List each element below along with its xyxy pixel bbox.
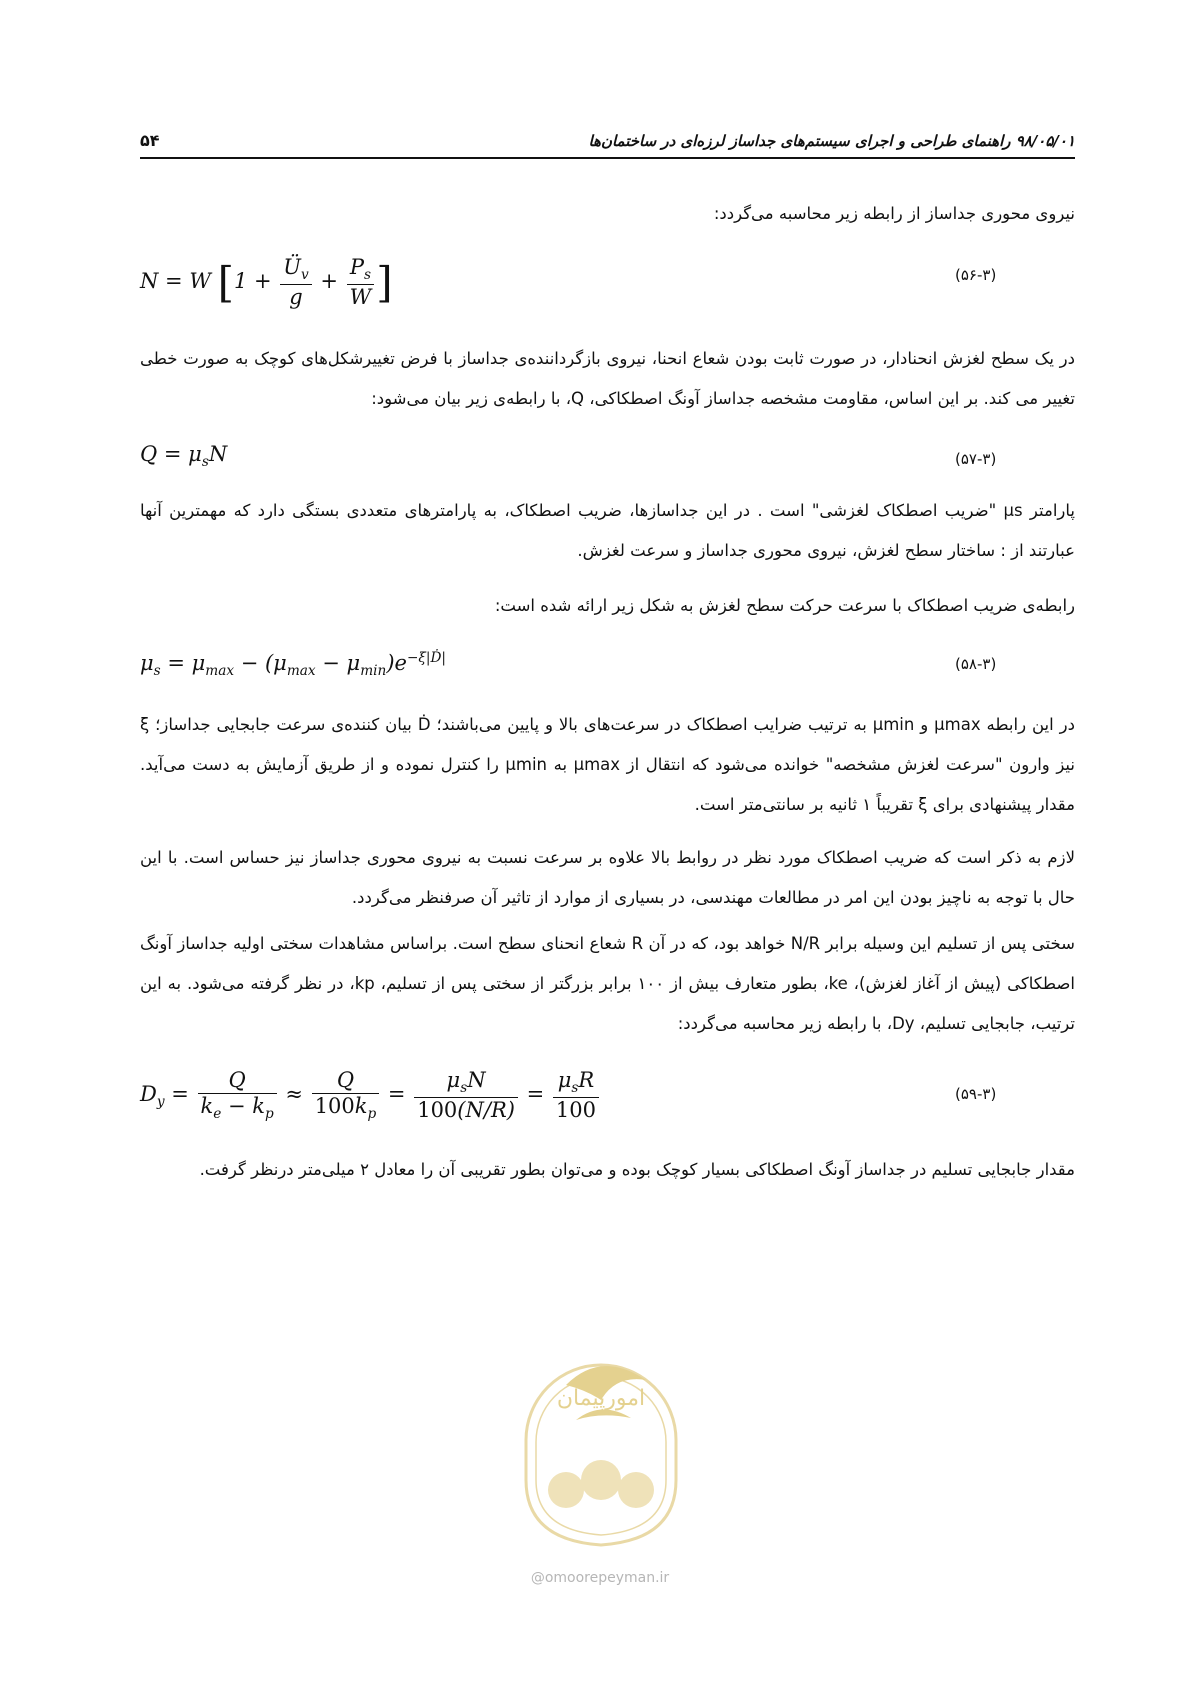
equation-56: N = W [1 + $\frac{Ü_v}{g}$ + $\frac{P_s}{W}$ ] [140, 255, 393, 309]
paragraph: مقدار جابجایی تسلیم در جداساز آونگ اصطکاکی بسیار کوچک بوده و می‌توان بطور تقریبی آن را معادل ۲ میلی‌متر درنظر گرفت. [199, 1160, 1075, 1179]
watermark-site: @omoorepeyman.ir [530, 1570, 670, 1586]
paragraph: نیروی محوری جداساز از رابطه زیر محاسبه می‌گردد: [713, 204, 1075, 223]
page-number: ۵۴ [140, 131, 160, 150]
paragraph: در یک سطح لغزش انحنادار، در صورت ثابت بودن شعاع انحنا، نیروی بازگرداننده‌ی جداساز با فرض تغییرشکل‌های کوچک به صورت خطی تغییر می کند. بر این اساس، مقاومت مشخصه جداساز آونگ اصطکاکی، Q، با رابطه‌ی زیر بیان می‌شود: [140, 349, 1075, 408]
equation-59: $D_y$ = $\frac{Q}{k_e - k_p}$ ≈ $\frac{Q}{100k_p}$ = $\frac{\mu_sN}{100(N/R)}$ = $\frac{\mu_sR}{100}$ [140, 1068, 601, 1123]
equation-number: (۵۷-۳) [955, 450, 997, 468]
equation-number: (۵۸-۳) [955, 655, 997, 673]
equation-number: (۵۹-۳) [955, 1085, 997, 1103]
paragraph: سختی پس از تسلیم این وسیله برابر N/R خواهد بود، که در آن R شعاع انحنای سطح است. براساس مشاهدات سختی اولیه جداساز آونگ اصطکاکی (پیش از آغاز لغزش)، ke، بطور متعارف بیش از ۱۰۰ برابر بزرگتر از سختی پس از تسلیم، kp، در نظر گرفته می‌شود. به این ترتیب، جابجایی تسلیم، Dy، با رابطه زیر محاسبه می‌گردد: [140, 934, 1075, 1033]
paragraph: پارامتر μs "ضریب اصطکاک لغزشی" است . در این جداسازها، ضریب اصطکاک، به پارامترهای متعددی بستگی دارد که مهمترین آنها عبارتند از : ساختار سطح لغزش، نیروی محوری جداساز و سرعت لغزش. [140, 501, 1075, 560]
watermark-logo [506, 1330, 696, 1550]
paragraph: در این رابطه μmax و μmin به ترتیب ضرایب اصطکاک در سرعت‌های بالا و پایین می‌باشند؛ Ḋ بیان کننده‌ی سرعت جابجایی جداساز؛ ξ نیز وارون "سرعت لغزش مشخصه" خوانده می‌شود که انتقال از μmax به μmin را کنترل نموده و از طریق آزمایش به دست می‌آید. مقدار پیشنهادی برای ξ تقریباً ۱ ثانیه بر سانتی‌متر است. [140, 715, 1076, 814]
equation-57: $Q = \mu_sN$ [140, 442, 228, 471]
equation-58: $\mu_s = \mu_{max} - (\mu_{max} - \mu_{min})e^{-\xi|Ḋ|}$ [140, 650, 447, 680]
page-header [140, 131, 1075, 159]
equation-number: (۵۶-۳) [955, 266, 997, 284]
running-title: ۹۸/۰۵/۰۱ راهنمای طراحی و اجرای سیستم‌های جداساز لرزه‌ای در ساختمان‌ها [588, 132, 1075, 150]
paragraph: رابطه‌ی ضریب اصطکاک با سرعت حرکت سطح لغزش به شکل زیر ارائه شده است: [494, 596, 1075, 615]
watermark-logo-text: امورپیمان [556, 1386, 646, 1411]
paragraph: لازم به ذکر است که ضریب اصطکاک مورد نظر در روابط بالا علاوه بر سرعت نسبت به نیروی محوری جداساز نیز حساس است. با این حال با توجه به ناچیز بودن این امر در مطالعات مهندسی، در بسیاری از موارد از تاثیر آن صرفنظر می‌گردد. [140, 848, 1075, 907]
